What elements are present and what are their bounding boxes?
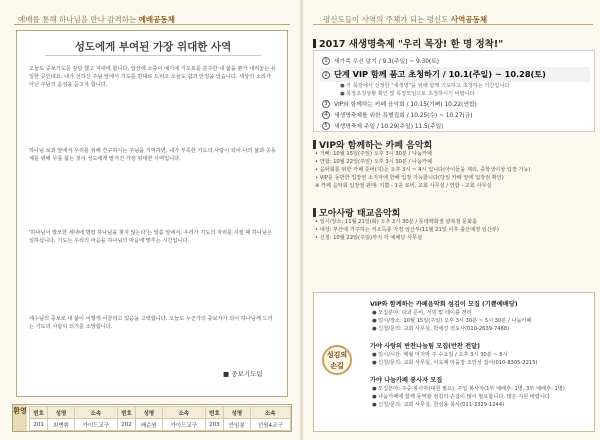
table-cell: 가이드교구 xyxy=(74,419,117,431)
schedule-text: 새가족 우선 알기 / 9.3(주일) ~ 9.30(토) xyxy=(334,59,440,65)
table-header-row xyxy=(30,407,291,419)
prenatal-concert-title: 모아사랑 태교음악회 xyxy=(319,209,401,219)
detail-line: ● 신청/문의: 교회 사무실, 한성용 목사(011-3329-1244) xyxy=(372,402,505,408)
header-cell: 소속 xyxy=(250,407,290,419)
section-bar xyxy=(313,208,316,217)
volunteer-box xyxy=(313,292,595,432)
badge-line-1: 성김의 xyxy=(326,351,348,359)
left-header-rule xyxy=(14,24,290,25)
cafe-concert-details xyxy=(315,150,531,190)
table-cell: 선원4교구 xyxy=(250,419,290,431)
right-header-text: 평신도들이 사역의 주체가 되는 평신도 xyxy=(323,15,451,24)
step-number: 1 xyxy=(322,57,330,65)
section-bar xyxy=(313,140,316,149)
volunteer-cafe-staff-details xyxy=(372,385,565,409)
detail-line: • 일시/장소: 11월 21일(화) 오후 2시 30분 / 롯데백화점 광복점 문화홀 xyxy=(315,219,478,225)
volunteer-sidedish-details xyxy=(372,351,538,367)
sermon-paragraph-4-text: 에수님의 중보로 내 삶이 이렇게 이끌리고 있음을 고백합니다. 오늘도 누군가의 중보자가 되어 하나님께 드리는 기도의 사람이 되기를 소망합니다. xyxy=(29,316,273,331)
table-cell: 가이드교구 xyxy=(162,419,205,431)
welcome-grid xyxy=(29,406,291,431)
volunteer-cafe-staff-title: 가야 나눔카페 봉사자 모집 xyxy=(370,377,443,384)
festival-title xyxy=(313,36,503,50)
detail-line: ● 모집분야: 다과 준비, 서빙 및 테이블 정리 xyxy=(372,310,472,316)
table-cell: 202 xyxy=(117,419,135,431)
festival-schedule xyxy=(313,50,595,132)
detail-line: • 음악회를 위한 카페 준비(지)는 오후 3시 ~ 4시 입니다(아이들을 제외, 중학생이상 입장 가능) xyxy=(315,167,531,173)
schedule-item-3 xyxy=(322,99,477,108)
table-cell: 201 xyxy=(30,419,48,431)
table-cell: 203 xyxy=(205,419,223,431)
right-header-bold: 사역공동체 xyxy=(450,15,488,24)
schedule-text: 새생명축제를 위한 특별집회 / 10.25(수) ~ 10.27(금) xyxy=(334,113,473,119)
detail-line: ● 나눔카페에 함께 동역할 섬김의 손길이 많이 필요합니다. 많은 지원 바랍니다 xyxy=(372,394,551,400)
left-header-bold: 예배공동체 xyxy=(138,15,175,24)
header-cell: 소속 xyxy=(162,407,205,419)
detail-line: • 신청: 10월 22일(주일)까지 각 예배당 사무실 xyxy=(315,235,423,241)
header-cell: 성명 xyxy=(48,407,75,419)
sermon-paragraph-2-text: 하나님 보좌 앞에서 우리를 위해 간구하시는 주님을 기억하면, 내가 부족한 기도의 사람이 되어 나의 삶과 공동체를 위해 무릎 꿇는 것이 성도에게 맡겨진 가장 위대한 사역입니다. xyxy=(29,148,276,163)
table-row xyxy=(30,419,291,431)
sermon-paragraph-2 xyxy=(29,147,277,223)
sermon-paragraph-1-text: 오늘도 중보기도를 감당 했고 지내에 합니다. 알상에 소중이 예기에 기도로를 분주한 내 삶을 뭔가 내려놓는 유일한 곳인데요. 내가 선하신 주님 앞에서 기도를 반대로 드리고 오늘도 쉼과 안정을 얻습니다. 세상의 소리가 아닌 주님의 음성을 듣고자 합니다. xyxy=(29,66,276,89)
table-cell: 최병휘 xyxy=(48,419,75,431)
schedule-item-5 xyxy=(322,121,443,130)
header-cell: 번호 xyxy=(30,407,48,419)
detail-line: • 대상: 부산에 거주하는 저소득층 가정 임산부(11월 21일 이후 출산예정 임산부) xyxy=(315,227,499,233)
schedule-item-2 xyxy=(320,67,590,82)
schedule-text: 단계 VIP 함께 품고 초청하기 / 10.1(주일) ~ 10.28(토) xyxy=(334,69,546,79)
step-number: 3 xyxy=(322,100,330,108)
schedule-note-1: ● 각 목장에서 선정한 "새생명"을 위해 함께 기도하고 초청하는 기간입니다 xyxy=(340,83,510,89)
volunteer-cafe-details xyxy=(372,309,532,333)
header-cell: 성명 xyxy=(136,407,163,419)
sermon-paragraph-3 xyxy=(29,229,277,313)
header-cell: 번호 xyxy=(117,407,135,419)
sermon-box xyxy=(16,30,288,397)
header-cell: 성명 xyxy=(224,407,251,419)
welcome-table xyxy=(12,404,292,432)
detail-line: ● 모집분야: 주중 봉사자(대원 필요), 주일 봉사자(1부 예배후: 1명, 3부 예배후: 1명) xyxy=(372,386,565,392)
detail-line: ● 일시/장소: 10월 15일(주일) 오후 3시 30분 ~ 5시 30분 / 나눔카페 xyxy=(372,318,532,324)
sermon-signature: ■ 중보기도팀 xyxy=(223,370,263,378)
prenatal-concert-details xyxy=(315,218,499,242)
welcome-tag: 환영 xyxy=(13,405,27,431)
sermon-title: 성도에게 부여된 가장 위대한 사역 xyxy=(74,41,232,53)
volunteer-sidedish-title: 가야 사랑의 반찬나눔팀 모집(반찬 전달) xyxy=(370,343,480,350)
volunteer-cafe-title: VIP와 함께하는 카페음악회 섬김이 모집 (기쁨예배당) xyxy=(370,301,518,308)
left-header-text: 예배를 통해 하나님을 만나 감격하는 xyxy=(18,15,139,24)
sermon-paragraph-4 xyxy=(29,315,277,365)
schedule-text: VIP와 함께하는 카페 음악회 / 10.15(기뻐) 10.22(연합) xyxy=(334,102,477,108)
schedule-item-1 xyxy=(322,56,439,65)
service-badge xyxy=(322,345,352,375)
badge-line-2: 손길 xyxy=(330,362,344,370)
table-cell: 안임봉 xyxy=(224,419,251,431)
header-cell: 소속 xyxy=(74,407,117,419)
sermon-paragraph-3-text: '하나님이 발모한 세대에 명령 하나님을 찾지 않는다'는 말씀 앞에서, 우리가 기도의 자리를 지킬 때 하나님은 일하십니다. 기도는 우리의 마음을 하나님의 마음에 맞추는 시간입니다. xyxy=(29,230,273,245)
step-number: 5 xyxy=(322,122,330,130)
right-header-rule xyxy=(313,24,593,25)
detail-line: • 기뻐: 10월 15일(주일) 오후 3시 30분 / 나눔카페 xyxy=(315,151,433,157)
schedule-item-4 xyxy=(322,110,473,119)
detail-line: ● 신청/문의: 교회 사무실, 이옥재 마을장 조만성 집사(010-8305-2215) xyxy=(372,360,538,366)
detail-line: • 연합: 10월 22일(주일) 오후 3시 30분 / 나눔카페 xyxy=(315,159,433,165)
schedule-text: 새생명축제 주일 / 10.29(주일) 11.5(주일) xyxy=(334,124,444,130)
cafe-concert-title: VIP와 함께하는 카페 음악회 xyxy=(319,141,433,151)
detail-line: ※ 카페 음악회 입장권 판매: 기쁨 - 1층 로비, 교회 사무실 / 연합 - 교회 사무실 xyxy=(315,183,492,189)
festival-title-text: 2017 새생명축제 "우리 목장! 한 명 정착!" xyxy=(319,39,504,50)
step-number: 4 xyxy=(322,111,330,119)
detail-line: • VIP를 동반한 입장권 소지자에 한해 입장 가능합니다(당일 카페 앞에 입장권 확인) xyxy=(315,175,504,181)
right-page xyxy=(303,0,600,440)
step-number: 2 xyxy=(322,71,330,79)
detail-line: ● 신청/문의: 교회 사무실, 박세진 전도사(010-2639-7468) xyxy=(372,326,510,332)
sermon-title-rule xyxy=(45,55,261,56)
table-cell: 배순원 xyxy=(136,419,163,431)
schedule-note-2: ● 목장초청상황 확인 및 목장모임으로 초청하시기 바랍니다 xyxy=(340,91,475,97)
section-bar xyxy=(313,39,316,48)
detail-line: ● 일시/시간: 매월 마지막 주 수요일 / 오후 3시 30분 ~ 5시 xyxy=(372,352,508,358)
header-cell: 번호 xyxy=(205,407,223,419)
sermon-paragraph-1 xyxy=(29,65,277,141)
